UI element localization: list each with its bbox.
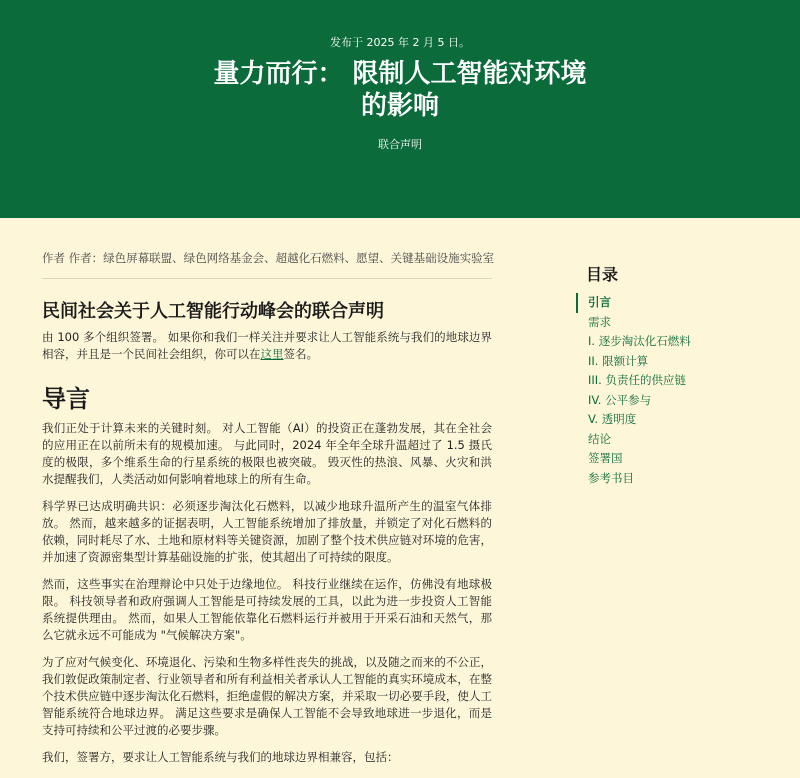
intro-text-end: 签名。 xyxy=(283,347,318,361)
intro-text: 由 100 多个组织签署。 如果你和我们一样关注并要求让人工智能系统与我们的地球边界相容，并且是一个民间社会组织，你可以在 xyxy=(42,330,492,361)
hero-banner xyxy=(0,0,800,218)
toc-item-phase-out-fossil-fuels[interactable]: I. 逐步淘汰化石燃料 xyxy=(588,334,691,348)
paragraph: 我们，签署方，要求让人工智能系统与我们的地球边界相兼容，包括： xyxy=(42,750,399,764)
paragraph: 科学界已达成明确共识：必须逐步淘汰化石燃料，以减少地球升温所产生的温室气体排放。 然而，越来越多的证据表明，人工智能系统增加了排放量，并锁定了对化石燃料的依赖，同时耗尽了水、土地和原材料等关键资源，加剧了整个技术供应链对环境的危害，并加速了资源密集型计算基础设施的扩张，使其超出了可持续的限度。 xyxy=(42,499,492,564)
toc-item-responsible-supply-chain[interactable]: III. 负责任的供应链 xyxy=(588,373,686,387)
intro-paragraph xyxy=(42,329,492,363)
toc-item-limit-compute[interactable]: II. 限额计算 xyxy=(588,353,649,368)
table-of-contents xyxy=(576,262,756,488)
toc-item-bibliography[interactable]: 参考书目 xyxy=(588,470,634,485)
paragraph: 然而，这些事实在治理辩论中只处于边缘地位。 科技行业继续在运作，仿佛没有地球极限。 科技领导者和政府强调人工智能是可持续发展的工具，以此为进一步投资人工智能系统提供理由。 然而，如果人工智能依靠化石燃料运行并被用于开采石油和天然气，那么它就永远不可能成为 "气候解决方案"。 xyxy=(42,577,492,642)
toc-item-conclusion[interactable]: 结论 xyxy=(588,431,611,446)
toc-item-equitable-participation[interactable]: IV. 公平参与 xyxy=(588,392,652,407)
toc-item-demands[interactable]: 需求 xyxy=(588,314,611,329)
article-heading: 民间社会关于人工智能行动峰会的联合声明 xyxy=(42,301,384,322)
paragraph: 为了应对气候变化、环境退化、污染和生物多样性丧失的挑战，以及随之而来的不公正，我们敦促政策制定者、行业领导者和所有利益相关者承认人工智能的真实环境成本，在整个技术供应链中逐步淘汰化石燃料，拒绝虚假的解决方案，并采取一切必要手段，使人工智能系统符合地球边界。 满足这些要求是确保人工智能不会导致地球进一步退化，而是支持可持续和公平过渡的必要步骤。 xyxy=(42,655,492,737)
section-title: 导言 xyxy=(42,385,90,413)
page-title: 量力而行： 限制人工智能对环境的影响 xyxy=(213,59,587,121)
authors-line: 作者 作者：绿色屏幕联盟、绿色网络基金会、超越化石燃料、愿望、关键基础设施实验室 xyxy=(42,250,492,279)
publish-date: 发布于 2025 年 2 月 5 日。 xyxy=(330,36,470,49)
page-subtitle: 联合声明 xyxy=(378,138,422,151)
toc-item-signatories[interactable]: 签署国 xyxy=(588,451,623,465)
toc-item-transparency[interactable]: V. 透明度 xyxy=(588,412,637,426)
article xyxy=(42,250,495,776)
paragraph: 我们正处于计算未来的关键时刻。 对人工智能（AI）的投资正在蓬勃发展，其在全社会的应用正在以前所未有的规模加速。 与此同时，2024 年全年全球升温超过了 1.5 摄氏度的极限，多个维系生命的行星系统的极限也被突破。 毁灭性的热浪、风暴、火灾和洪水提醒我们，人类活动如何影响着地球上的所有生命。 xyxy=(42,421,492,486)
toc-title: 目录 xyxy=(586,265,619,284)
sign-here-link[interactable]: 这里 xyxy=(260,347,284,361)
toc-item-introduction[interactable]: 引言 xyxy=(576,293,756,313)
